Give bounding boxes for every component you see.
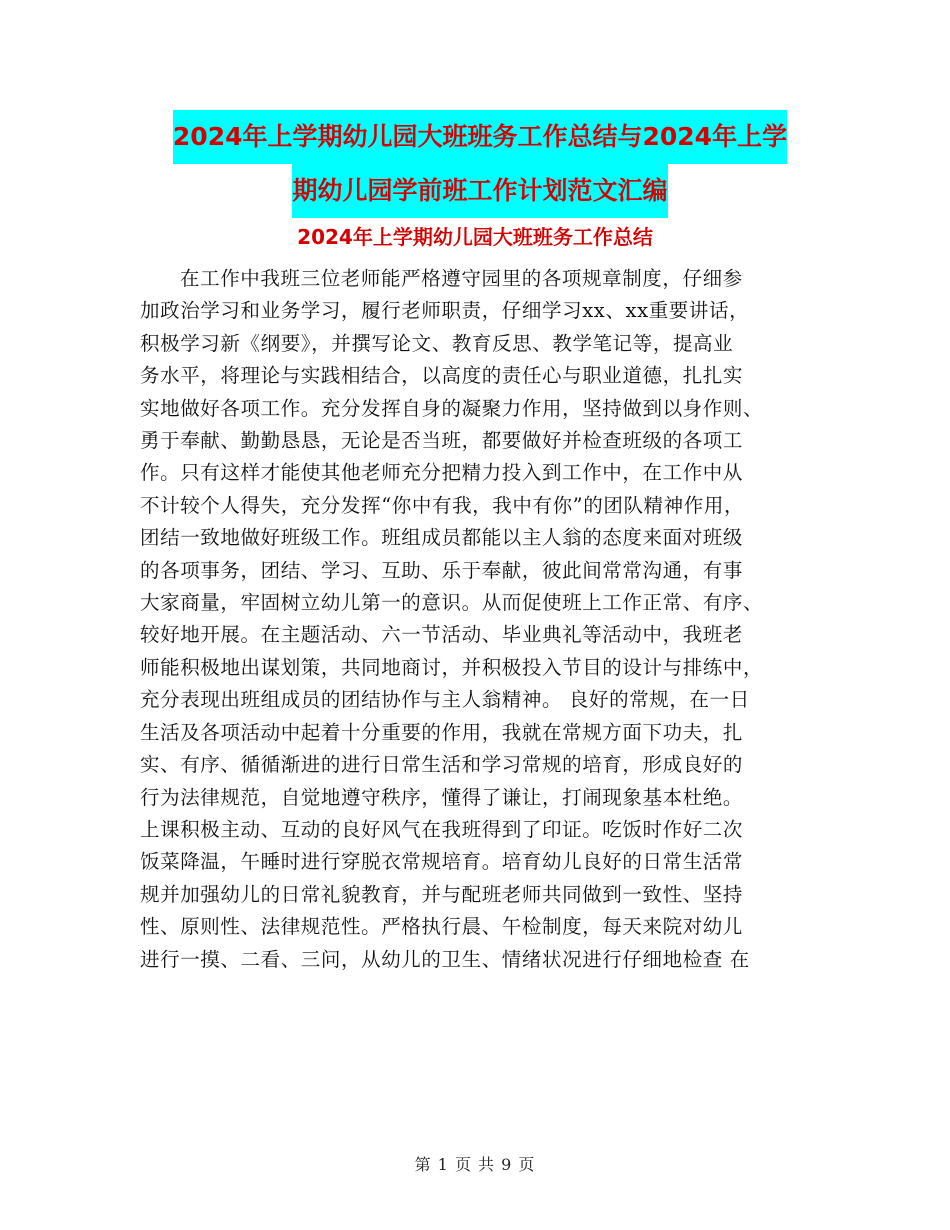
body-line: 性、原则性、法律规范性。严格执行晨、午检制度，每天来院对幼儿 [140, 915, 744, 939]
body-line: 务水平，将理论与实践相结合，以高度的责任心与职业道德，扎扎实 [140, 364, 744, 388]
body-line: 上课积极主动、互动的良好风气在我班得到了印证。吃饭时作好二次 [140, 817, 744, 841]
body-line: 勇于奉献、勤勤恳恳，无论是否当班，都要做好并检查班级的各项工 [140, 429, 744, 453]
body-line: 进行一摸、二看、三问，从幼儿的卫生、情绪状况进行仔细地检查 在 [140, 947, 750, 971]
body-line: 实地做好各项工作。充分发挥自身的凝聚力作用，坚持做到以身作则、 [140, 396, 764, 420]
section-heading: 2024年上学期幼儿园大班班务工作总结 [297, 225, 653, 249]
body-line: 较好地开展。在主题活动、六一节活动、毕业典礼等活动中，我班老 [140, 623, 744, 647]
body-line: 作。只有这样才能使其他老师充分把精力投入到工作中，在工作中从 [140, 461, 744, 485]
document-title-line-2: 期幼儿园学前班工作计划范文汇编 [292, 164, 667, 218]
body-paragraph [140, 263, 810, 976]
body-line: 的各项事务，团结、学习、互助、乐于奉献，彼此间常常沟通，有事 [140, 558, 744, 582]
document-title [140, 110, 820, 218]
body-line: 规并加强幼儿的日常礼貌教育，并与配班老师共同做到一致性、坚持 [140, 882, 744, 906]
body-line: 行为法律规范，自觉地遵守秩序，懂得了谦让，打闹现象基本杜绝。 [140, 785, 744, 809]
body-line: 饭菜降温，午睡时进行穿脱衣常规培育。培育幼儿良好的日常生活常 [140, 850, 744, 874]
body-line: 充分表现出班组成员的团结协作与主人翁精神。 良好的常规，在一日 [140, 688, 750, 712]
body-line: 生活及各项活动中起着十分重要的作用，我就在常规方面下功夫，扎 [140, 720, 744, 744]
body-line: 实、有序、循循渐进的进行日常生活和学习常规的培育，形成良好的 [140, 753, 744, 777]
body-line: 师能积极地出谋划策，共同地商讨，并积极投入节目的设计与排练中， [140, 655, 764, 679]
body-line: 积极学习新《纲要》，并撰写论文、教育反思、教学笔记等，提高业 [140, 331, 734, 355]
body-line: 大家商量，牢固树立幼儿第一的意识。从而促使班上工作正常、有序、 [140, 591, 764, 615]
body-line: 在工作中我班三位老师能严格遵守园里的各项规章制度，仔细参 [180, 267, 743, 290]
body-line: 加政治学习和业务学习，履行老师职责，仔细学习xx、xx重要讲话， [140, 299, 750, 323]
document-title-line-1: 2024年上学期幼儿园大班班务工作总结与2024年上学 [173, 110, 787, 164]
body-line: 不计较个人得失，充分发挥“你中有我，我中有你”的团队精神作用， [140, 493, 745, 517]
body-line: 团结一致地做好班级工作。班组成员都能以主人翁的态度来面对班级 [140, 526, 744, 550]
page-number-footer: 第 1 页 共 9 页 [414, 1155, 536, 1174]
